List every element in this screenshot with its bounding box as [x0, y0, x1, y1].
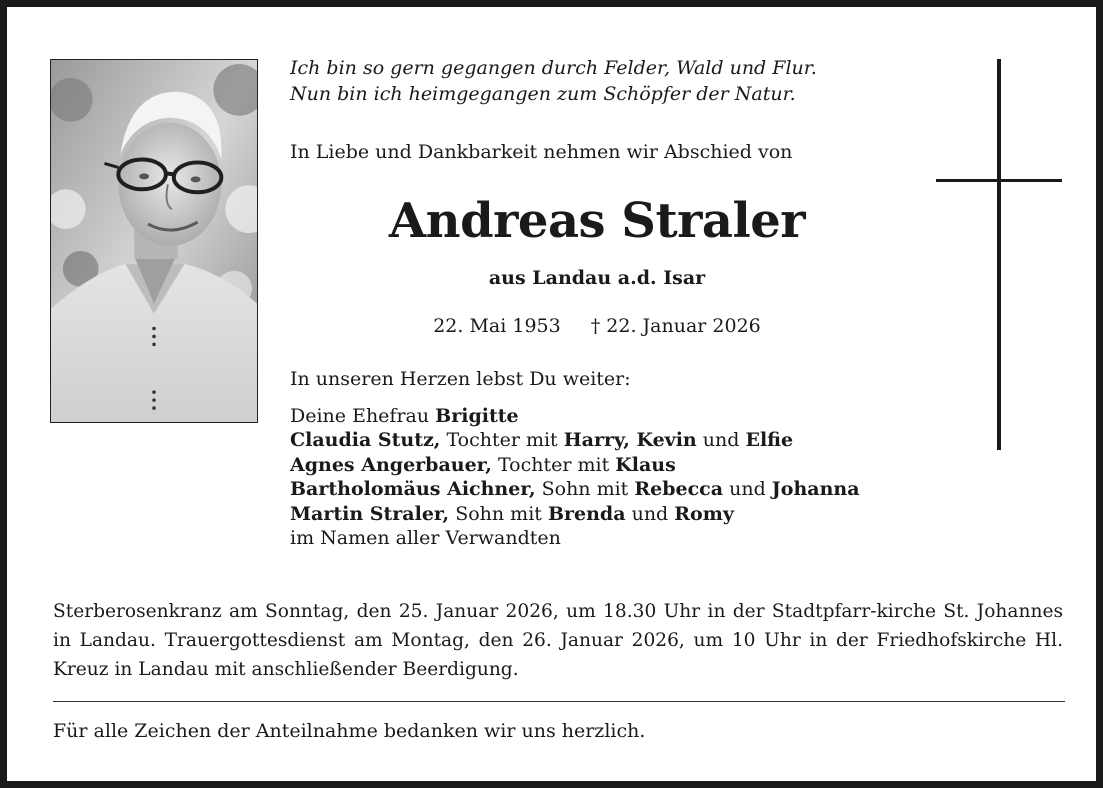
death-date: † 22. Januar 2026 — [590, 315, 761, 337]
portrait-photo — [50, 59, 258, 423]
grandchild-name: Johanna — [771, 478, 860, 500]
mourner-name: Martin Straler, — [290, 502, 450, 525]
farewell-intro: In Liebe und Dankbarkeit nehmen wir Abschied von — [290, 141, 793, 163]
deceased-name: Andreas Straler — [388, 193, 806, 249]
conjunction: und — [631, 502, 669, 525]
funeral-service-info: Sterberosenkranz am Sonntag, den 25. Januar 2026, um 18.30 Uhr in der Stadtpfarr-kirche St. Johannes in Landau. Trauergottesdienst am Montag, den 26. Januar 2026, um 10 Uhr in der Friedhofskirche Hl. Kreuz in Landau mit anschließender Beerdigung. — [53, 601, 1063, 680]
life-dates — [290, 313, 904, 339]
mourner-name: Bartholomäus Aichner, — [290, 478, 536, 500]
mourner-row — [290, 477, 860, 502]
cross-icon — [997, 59, 1001, 450]
mourner-name: Claudia Stutz, — [290, 429, 441, 451]
mourner-row — [290, 453, 860, 478]
thanks-note: Für alle Zeichen der Anteilnahme bedanken wir uns herzlich. — [53, 720, 646, 742]
mourner-relation: Sohn mit — [455, 502, 542, 525]
cross-icon-bar — [936, 179, 1062, 182]
mourner-row — [290, 428, 860, 453]
grandchild-name: Rebecca — [634, 478, 724, 500]
mourner-row — [290, 502, 860, 527]
mourner-name: Agnes Angerbauer, — [290, 453, 492, 476]
grandchild-name: Romy — [674, 502, 734, 525]
conjunction: und — [702, 429, 740, 451]
poem-line-1: Ich bin so gern gegangen durch Felder, Wald und Flur. — [290, 57, 817, 79]
poem-verse — [290, 55, 817, 107]
poem-line-2: Nun bin ich heimgegangen zum Schöpfer der Natur. — [290, 83, 796, 105]
birth-date: 22. Mai 1953 — [433, 315, 561, 337]
wife-name: Brigitte — [435, 404, 519, 427]
mourners-closing: im Namen aller Verwandten — [290, 527, 561, 549]
mourners-list — [290, 367, 860, 551]
grandchild-name: Elfie — [745, 429, 794, 451]
mourner-relation: Tochter mit — [497, 453, 610, 476]
grandchild-names: Harry, Kevin — [563, 429, 697, 451]
grandchild-name: Klaus — [615, 453, 676, 476]
mourners-heading: In unseren Herzen lebst Du weiter: — [290, 368, 631, 390]
grandchild-name: Brenda — [547, 502, 626, 525]
mourner-wife — [290, 404, 860, 429]
mourner-relation: Sohn mit — [541, 478, 629, 500]
portrait-image — [51, 60, 257, 422]
conjunction: und — [729, 478, 766, 500]
divider-line — [53, 701, 1065, 702]
deceased-origin: aus Landau a.d. Isar — [488, 267, 706, 289]
wife-prefix: Deine Ehefrau — [290, 404, 430, 427]
mourner-relation: Tochter mit — [446, 429, 558, 451]
